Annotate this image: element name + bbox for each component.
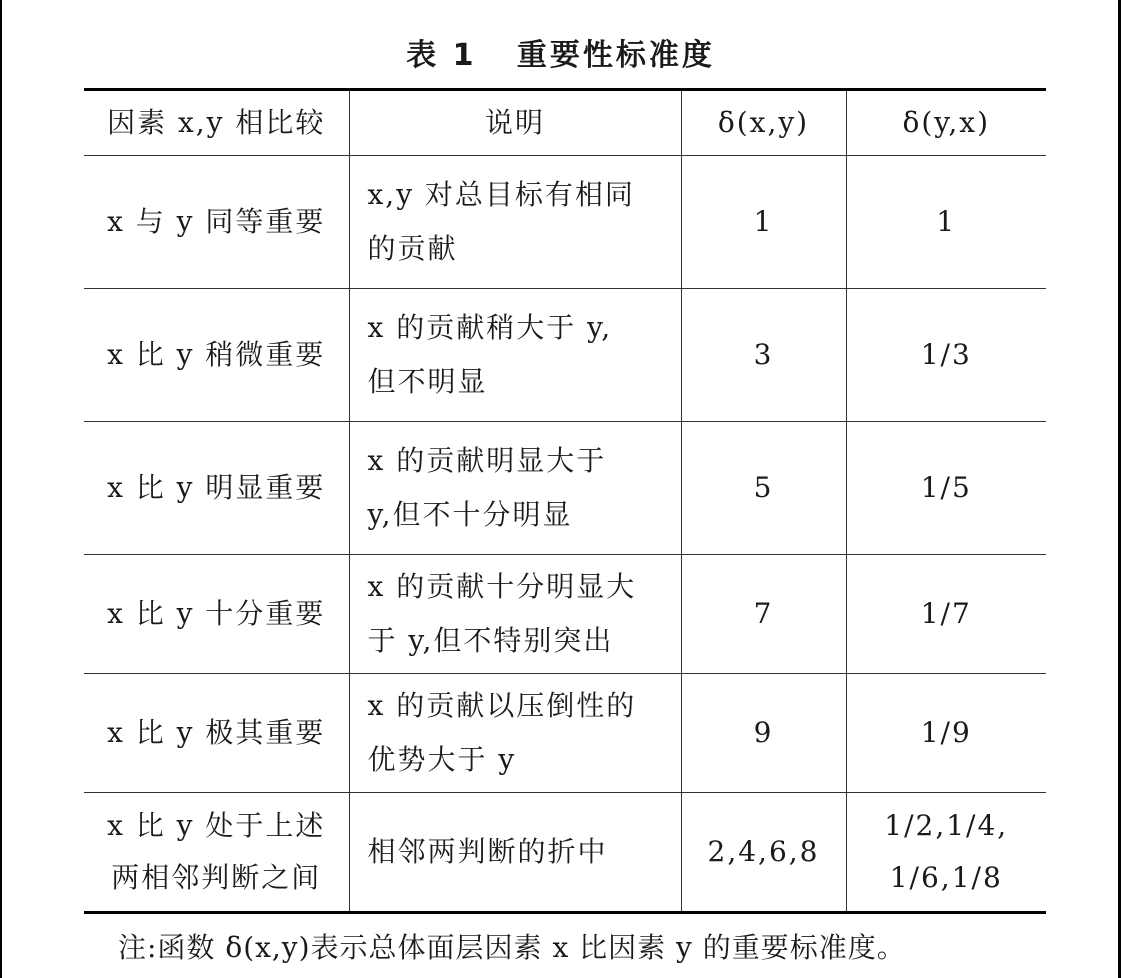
description-line: x 的贡献稍大于 y,	[367, 311, 613, 344]
description-cell	[349, 674, 681, 793]
table-title: 表 1 重要性标准度	[406, 38, 715, 73]
table-row	[84, 793, 1046, 913]
delta-yx-cell	[846, 793, 1046, 913]
delta-xy-cell: 5	[681, 422, 846, 555]
factor-line: x 比 y 处于上述	[107, 809, 326, 842]
factor-cell: x 比 y 稍微重要	[84, 289, 349, 422]
factor-cell	[84, 793, 349, 913]
delta-yx-cell: 1/3	[846, 289, 1046, 422]
importance-scale-table	[84, 88, 1046, 914]
delta-xy-cell: 3	[681, 289, 846, 422]
page-border-left	[0, 0, 2, 978]
header-delta-yx: δ(y,x)	[846, 90, 1046, 156]
table-row	[84, 555, 1046, 674]
factor-cell: x 比 y 极其重要	[84, 674, 349, 793]
description-line: x,y 对总目标有相同	[367, 178, 635, 211]
table-row	[84, 156, 1046, 289]
delta-yx-cell: 1/9	[846, 674, 1046, 793]
table-row	[84, 289, 1046, 422]
delta-yx-cell: 1/5	[846, 422, 1046, 555]
delta-xy-cell: 9	[681, 674, 846, 793]
description-line: 于 y,但不特别突出	[367, 624, 614, 657]
description-line: y,但不十分明显	[367, 498, 573, 531]
delta-yx-line: 1/2,1/4,	[884, 809, 1009, 842]
delta-yx-line: 1/6,1/8	[889, 861, 1003, 894]
factor-cell: x 比 y 十分重要	[84, 555, 349, 674]
header-factor: 因素 x,y 相比较	[84, 90, 349, 156]
header-delta-xy: δ(x,y)	[681, 90, 846, 156]
factor-cell: x 与 y 同等重要	[84, 156, 349, 289]
description-cell: 相邻两判断的折中	[349, 793, 681, 913]
table-row	[84, 422, 1046, 555]
table-header-row	[84, 90, 1046, 156]
description-cell	[349, 156, 681, 289]
description-cell	[349, 289, 681, 422]
description-line: x 的贡献明显大于	[367, 444, 607, 477]
factor-line: 两相邻判断之间	[111, 861, 322, 894]
header-description: 说明	[349, 90, 681, 156]
description-cell	[349, 422, 681, 555]
factor-cell: x 比 y 明显重要	[84, 422, 349, 555]
delta-yx-cell: 1/7	[846, 555, 1046, 674]
table-note: 注:函数 δ(x,y)表示总体面层因素 x 比因素 y 的重要标准度。	[118, 931, 906, 964]
table-row	[84, 674, 1046, 793]
delta-xy-cell: 1	[681, 156, 846, 289]
description-line: 但不明显	[367, 365, 488, 398]
delta-yx-cell: 1	[846, 156, 1046, 289]
description-line: x 的贡献以压倒性的	[367, 689, 637, 722]
description-line: x 的贡献十分明显大	[367, 570, 637, 603]
delta-xy-cell: 2,4,6,8	[681, 793, 846, 913]
description-line: 优势大于 y	[367, 743, 517, 776]
description-line: 的贡献	[367, 232, 458, 265]
delta-xy-cell: 7	[681, 555, 846, 674]
description-cell	[349, 555, 681, 674]
